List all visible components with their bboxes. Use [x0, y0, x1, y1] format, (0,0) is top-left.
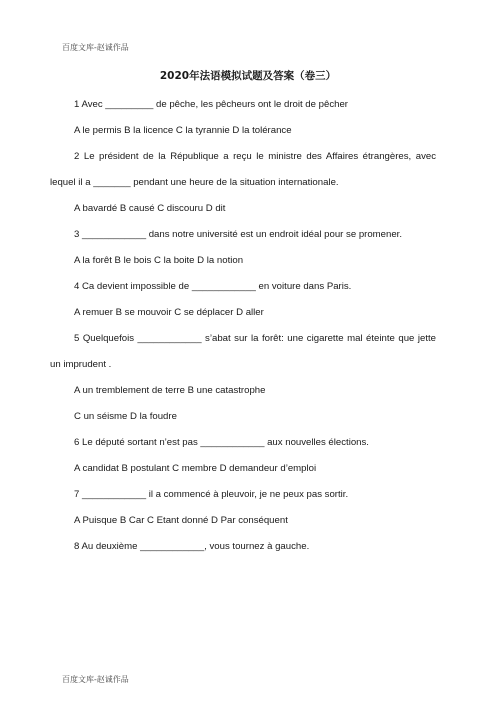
page-footer: 百度文库-赵诚作品: [62, 675, 129, 684]
page-header: 百度文库-赵诚作品: [62, 43, 129, 52]
document-body: [50, 92, 436, 560]
question-3: 3 ____________ dans notre université est un endroit idéal pour se promener.: [74, 229, 403, 240]
question-1: 1 Avec _________ de pêche, les pêcheurs ont le droit de pêcher: [74, 99, 348, 110]
question-7-options: A Puisque B Car C Etant donné D Par conséquent: [74, 515, 288, 526]
question-6: 6 Le député sortant n’est pas ____________ aux nouvelles élections.: [74, 437, 369, 448]
question-7: 7 ____________ il a commencé à pleuvoir, je ne peux pas sortir.: [74, 489, 349, 500]
question-2: 2 Le président de la République a reçu le ministre des Affaires étrangères, avec lequel il a _______ pendant une heure de la situation internationale.: [50, 151, 436, 188]
question-5: 5 Quelquefois ____________ s’abat sur la forêt: une cigarette mal éteinte que jette un imprudent .: [50, 333, 436, 370]
question-1-options: A le permis B la licence C la tyrannie D la tolérance: [74, 125, 292, 136]
question-6-options: A candidat B postulant C membre D demandeur d’emploi: [74, 463, 317, 474]
document-title: 2020年法语模拟试题及答案（卷三）: [159, 70, 337, 82]
question-5-options-a: A un tremblement de terre B une catastrophe: [74, 385, 266, 396]
question-2-options: A bavardé B causé C discouru D dit: [74, 203, 226, 214]
question-5-options-b: C un séisme D la foudre: [74, 411, 177, 422]
question-8: 8 Au deuxième ____________, vous tournez à gauche.: [74, 541, 310, 552]
question-3-options: A la forêt B le bois C la boite D la notion: [74, 255, 244, 266]
question-4: 4 Ca devient impossible de ____________ en voiture dans Paris.: [74, 281, 352, 292]
question-4-options: A remuer B se mouvoir C se déplacer D aller: [74, 307, 264, 318]
